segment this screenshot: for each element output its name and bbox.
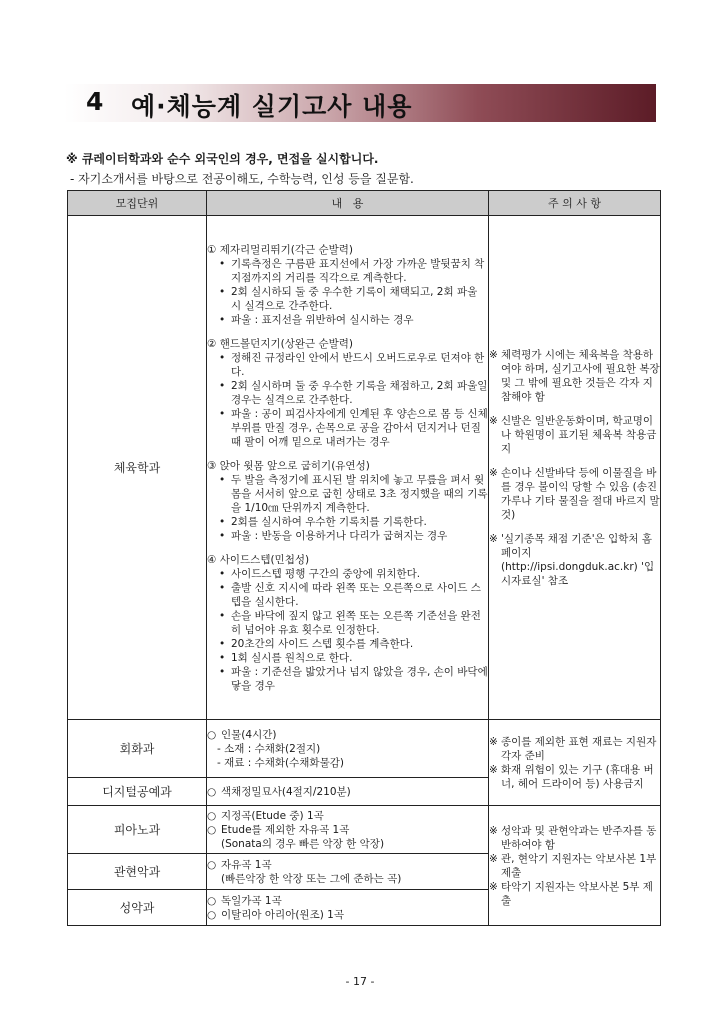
unit-piano: 피아노과 — [68, 806, 207, 854]
list-item: • 2회 실시하되 둘 중 우수한 기록이 채택되고, 2회 파울 시 실격으로 간주한다. — [219, 285, 488, 313]
header-content: 내 용 — [207, 191, 489, 216]
list-item: • 출발 신호 지시에 따라 왼쪽 또는 오른쪽으로 사이드 스텝을 실시한다. — [219, 581, 488, 609]
page-number: - 17 - — [345, 975, 375, 988]
list-item: - 재료 : 수채화(수채화물감) — [217, 756, 344, 769]
unit-orchestra: 관현악과 — [68, 854, 207, 890]
piano-line: 지정곡(Etude 중) 1곡 — [221, 809, 324, 822]
pe-item-title: ② 핸드볼던지기(상완근 순발력) — [207, 337, 353, 350]
unit-pe: 체육학과 — [68, 216, 207, 720]
section-number: 4 — [86, 87, 104, 116]
vocal-line: 독일가곡 1곡 — [221, 894, 282, 907]
content-orchestra: ○ 자유곡 1곡 (빠른악장 한 악장 또는 그에 준하는 곡) — [207, 854, 489, 890]
list-item: • 두 발을 측정기에 표시된 발 위치에 놓고 무릎을 펴서 윗몸을 서서히 앞으로 굽힌 상태로 3초 정지했을 때의 기록을 1/10㎝ 단위까지 계측한다. — [219, 473, 488, 515]
digital-main: 색채정밀묘사(4절지/210분) — [221, 785, 351, 798]
pe-item-title: ③ 앉아 윗몸 앞으로 굽히기(유연성) — [207, 459, 370, 472]
content-piano: ○ 지정곡(Etude 중) 1곡 ○ Etude를 제외한 자유곡 1곡 (Sonata의 경우 빠른 악장 한 악장) — [207, 806, 489, 854]
header-notes: 주 의 사 항 — [489, 191, 661, 216]
pe-item-title: ④ 사이드스텝(민첩성) — [207, 553, 310, 566]
list-item: • 2회 실시하며 둘 중 우수한 기록을 채점하고, 2회 파울일 경우는 실격으로 간주한다. — [219, 379, 488, 407]
notice-line-1: ※ 큐레이터학과와 순수 외국인의 경우, 면접을 실시합니다. — [66, 152, 379, 166]
notice-line-2: - 자기소개서를 바탕으로 전공이해도, 수학능력, 인성 등을 질문함. — [70, 172, 414, 186]
unit-vocal: 성악과 — [68, 890, 207, 926]
list-item: • 20초간의 사이드 스텝 횟수를 계측한다. — [219, 637, 488, 651]
pe-item-3 — [207, 459, 488, 543]
note-item: ※ 타악기 지원자는 악보사본 5부 제출 — [489, 880, 653, 907]
orchestra-line: 자유곡 1곡 — [221, 858, 272, 871]
list-item: • 파울 : 공이 피검사자에게 인계된 후 양손으로 몸 등 신체부위를 만질 경우, 손목으로 공을 감아서 던지거나 던질때 팔이 어깨 밑으로 내려가는 경우 — [219, 407, 488, 449]
piano-line: Etude를 제외한 자유곡 1곡 — [221, 823, 350, 836]
orchestra-paren: (빠른악장 한 악장 또는 그에 준하는 곡) — [221, 872, 402, 885]
table-row-piano — [68, 806, 661, 854]
content-digital: ○ 색채정밀묘사(4절지/210분) — [207, 778, 489, 806]
unit-digital: 디지털공예과 — [68, 778, 207, 806]
vocal-line: 이탈리아 아리아(원조) 1곡 — [221, 908, 344, 921]
table-header-row — [68, 191, 661, 216]
unit-painting: 회화과 — [68, 720, 207, 778]
table-row-pe — [68, 216, 661, 720]
piano-paren: (Sonata의 경우 빠른 악장 한 악장) — [221, 837, 385, 850]
note-item: ※ 관, 현악기 지원자는 악보사본 1부 제출 — [489, 852, 657, 879]
section-title: 예·체능계 실기고사 내용 — [131, 92, 413, 121]
list-item: • 사이드스텝 평행 구간의 중앙에 위치한다. — [219, 567, 488, 581]
content-pe — [207, 216, 489, 720]
list-item: • 파울 : 표지선을 위반하여 실시하는 경우 — [219, 313, 488, 327]
list-item: • 1회 실시를 원칙으로 한다. — [219, 651, 488, 665]
list-item: • 정해진 규정라인 안에서 반드시 오버드로우로 던져야 한다. — [219, 351, 488, 379]
list-item: - 소재 : 수채화(2절지) — [217, 742, 321, 755]
content-painting: ○ 인물(4시간) - 소재 : 수채화(2절지) - 재료 : 수채화(수채화물감) — [207, 720, 489, 778]
note-item: ※ 손이나 신발바닥 등에 이물질을 바를 경우 불이익 당할 수 있음 (송진가루나 기타 물질을 절대 바르지 말 것) — [489, 466, 660, 521]
note-item: ※ 종이를 제외한 표현 재료는 지원자 각자 준비 — [489, 735, 657, 762]
pe-item-4 — [207, 553, 488, 693]
header-unit: 모집단위 — [68, 191, 207, 216]
note-item: ※ '실기종목 채점 기준'은 입학처 홈페이지 (http://ipsi.dongduk.ac.kr) '입시자료실' 참조 — [489, 532, 655, 587]
notes-art — [489, 720, 661, 806]
pe-item-2 — [207, 337, 488, 449]
note-item: ※ 체력평가 시에는 체육복을 착용하여야 하며, 실기고사에 필요한 복장 및 그 밖에 필요한 것들은 각자 지참해야 함 — [489, 348, 660, 403]
notes-music — [489, 806, 661, 926]
list-item: • 2회를 실시하여 우수한 기록치를 기록한다. — [219, 515, 488, 529]
painting-main: 인물(4시간) — [221, 728, 277, 741]
note-item: ※ 화재 위험이 있는 기구 (휴대용 버너, 헤어 드라이어 등) 사용금지 — [489, 763, 654, 790]
list-item: • 파울 : 반동을 이용하거나 다리가 굽혀지는 경우 — [219, 529, 488, 543]
table-row-painting — [68, 720, 661, 778]
section-header — [64, 84, 656, 122]
list-item: • 파울 : 기준선을 밟았거나 넘지 않았을 경우, 손이 바닥에 닿을 경우 — [219, 665, 488, 693]
list-item: • 기록측정은 구름판 표지선에서 가장 가까운 발뒷꿈치 착지점까지의 거리를 직각으로 계측한다. — [219, 257, 488, 285]
notes-pe — [489, 216, 661, 720]
content-vocal: ○ 독일가곡 1곡 ○ 이탈리아 아리아(원조) 1곡 — [207, 890, 489, 926]
pe-item-1 — [207, 243, 488, 327]
note-item: ※ 성악과 및 관현악과는 반주자를 동반하여야 함 — [489, 824, 657, 851]
note-item: ※ 신발은 일반운동화이며, 학교명이나 학원명이 표기된 체육복 착용금지 — [489, 414, 657, 455]
pe-item-title: ① 제자리멀리뛰기(각근 순발력) — [207, 243, 353, 256]
exam-table — [67, 190, 661, 926]
list-item: • 손을 바닥에 짚지 않고 왼쪽 또는 오른쪽 기준선을 완전히 넘어야 유효 횟수로 인정한다. — [219, 609, 488, 637]
